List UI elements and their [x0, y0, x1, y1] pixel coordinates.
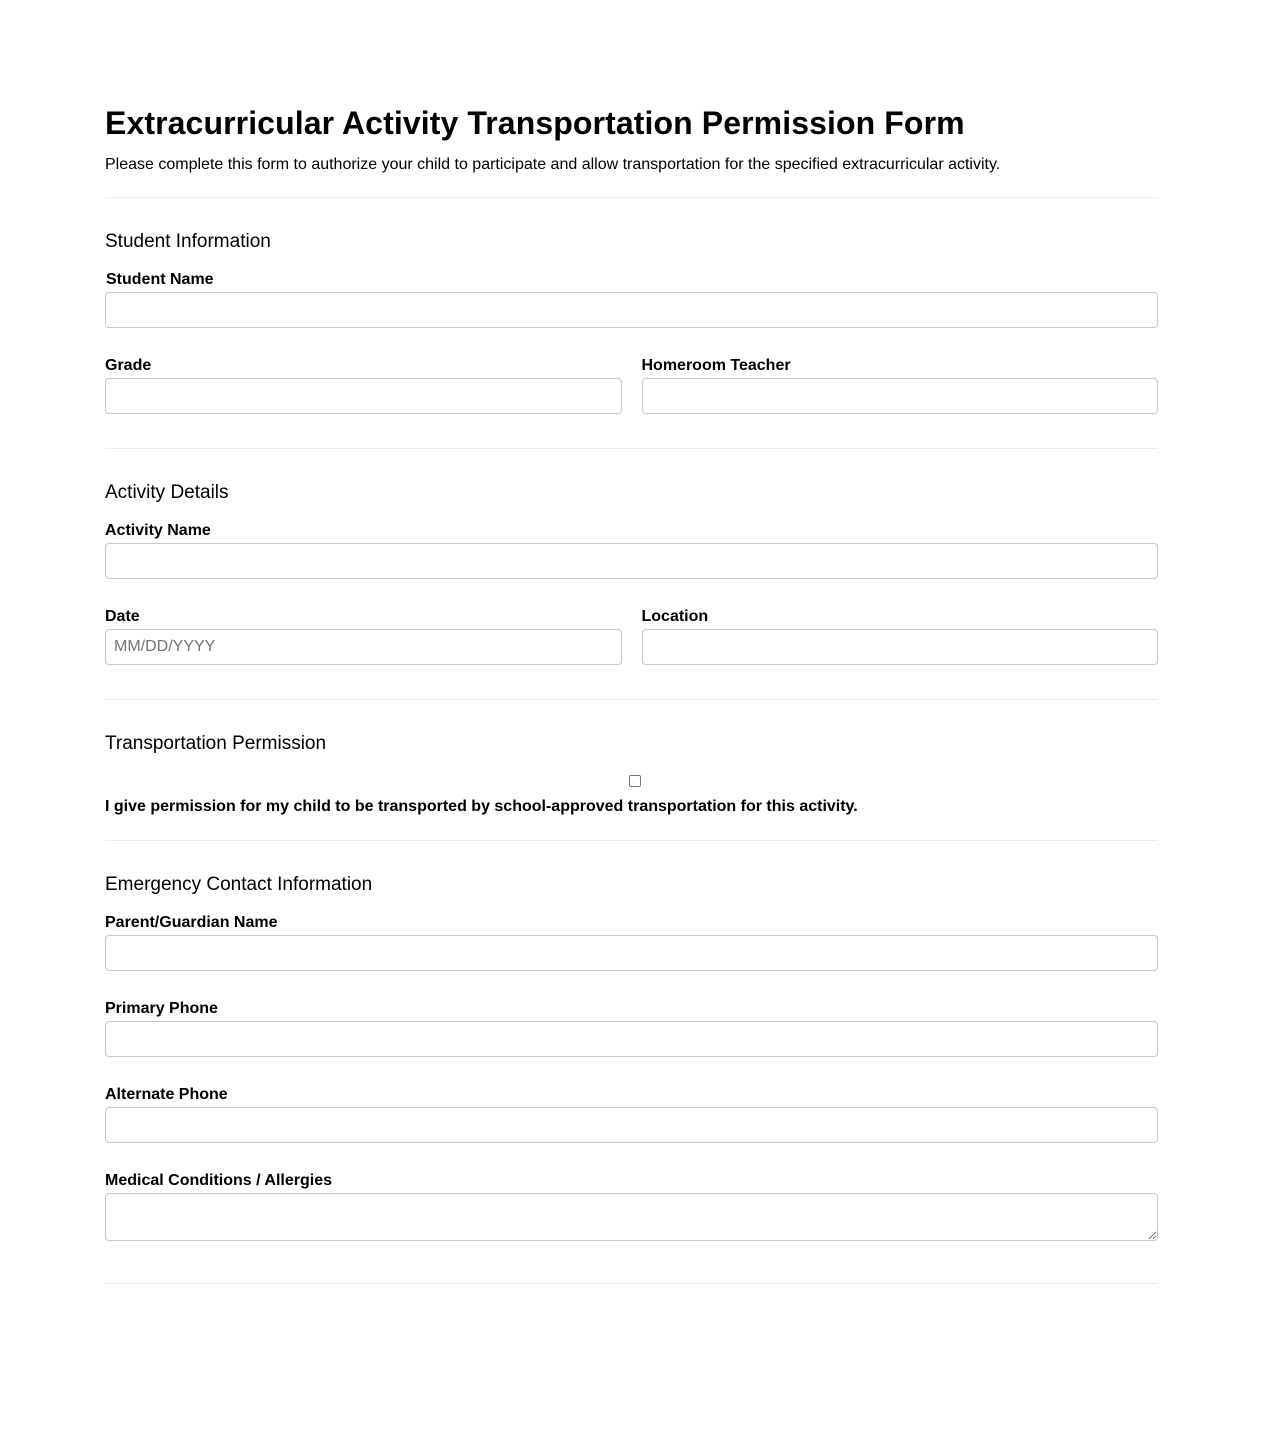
homeroom-teacher-input[interactable]	[642, 378, 1159, 414]
guardian-name-label: Parent/Guardian Name	[105, 914, 278, 931]
primary-phone-label: Primary Phone	[105, 1000, 218, 1017]
student-name-label: Student Name	[106, 271, 214, 288]
medical-conditions-textarea[interactable]	[105, 1193, 1158, 1241]
form-body	[105, 175, 1158, 1375]
field-guardian-name	[105, 913, 1158, 933]
section-title: Activity Details	[105, 482, 229, 503]
date-location-row	[105, 607, 1158, 665]
section-activity-details	[105, 482, 1158, 504]
alternate-phone-label: Alternate Phone	[105, 1086, 228, 1103]
grade-label: Grade	[105, 357, 152, 374]
divider	[105, 840, 1158, 841]
permission-checkbox[interactable]	[629, 775, 641, 787]
divider	[105, 1283, 1158, 1284]
field-date	[105, 607, 622, 665]
section-emergency-contact	[105, 874, 1158, 896]
field-grade	[105, 356, 622, 414]
field-primary-phone	[105, 999, 1158, 1019]
page-title: Extracurricular Activity Transportation Permission Form	[105, 105, 965, 141]
guardian-name-input[interactable]	[105, 935, 1158, 971]
primary-phone-input[interactable]	[105, 1021, 1158, 1057]
grade-input[interactable]	[105, 378, 622, 414]
form-container	[105, 0, 1158, 1375]
form-description: Please complete this form to authorize your child to participate and allow transportation for the specified extracurricular activity.	[105, 156, 1001, 173]
alternate-phone-input[interactable]	[105, 1107, 1158, 1143]
section-student-information	[105, 231, 1158, 253]
student-name-input[interactable]	[105, 292, 1158, 328]
section-title: Emergency Contact Information	[105, 874, 373, 895]
activity-name-label: Activity Name	[105, 522, 211, 539]
date-input[interactable]	[105, 629, 622, 665]
section-transportation-permission	[105, 733, 1158, 755]
medical-conditions-label: Medical Conditions / Allergies	[105, 1172, 332, 1189]
divider	[105, 197, 1158, 198]
field-activity-name	[105, 521, 1158, 541]
divider	[105, 699, 1158, 700]
location-label: Location	[641, 608, 709, 625]
date-label: Date	[105, 608, 140, 625]
permission-label[interactable]: I give permission for my child to be transported by school-approved transportation for this activity.	[105, 798, 858, 815]
location-input[interactable]	[642, 629, 1159, 665]
permission-label-wrap	[105, 797, 1158, 817]
field-student-name	[106, 270, 1158, 290]
activity-name-input[interactable]	[105, 543, 1158, 579]
homeroom-teacher-label: Homeroom Teacher	[641, 357, 791, 374]
section-title: Transportation Permission	[105, 733, 327, 754]
field-location	[642, 607, 1159, 665]
section-title: Student Information	[105, 231, 271, 252]
field-homeroom-teacher	[642, 356, 1159, 414]
divider	[105, 448, 1158, 449]
field-medical-conditions	[105, 1171, 1158, 1191]
field-alternate-phone	[105, 1085, 1158, 1105]
grade-teacher-row	[105, 356, 1158, 414]
